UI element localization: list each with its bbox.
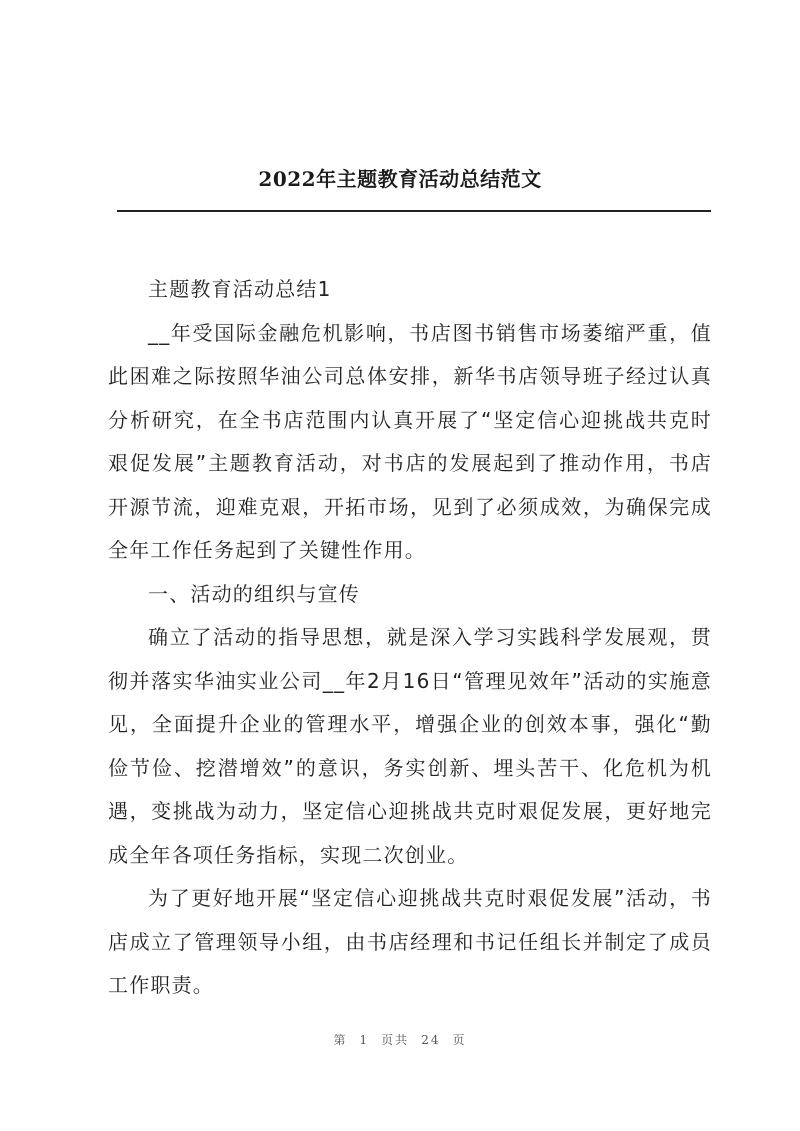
footer-middle: 页共 bbox=[381, 1033, 410, 1047]
footer-suffix: 页 bbox=[452, 1033, 467, 1047]
document-body bbox=[108, 268, 712, 1008]
body-paragraph: __年受国际金融危机影响，书店图书销售市场萎缩严重，值此困难之际按照华油公司总体安排，新华书店领导班子经过认真分析研究，在全书店范围内认真开展了“坚定信心迎挑战共克时艰促发展”主题教育活动，对书店的发展起到了推动作用，书店开源节流，迎难克艰，开拓市场，见到了必须成效，为确保完成全年工作任务起到了关键性作用。 bbox=[108, 320, 712, 562]
footer-page-number: 1 bbox=[359, 1033, 370, 1047]
body-paragraph: 确立了活动的指导思想，就是深入学习实践科学发展观，贯彻并落实华油实业公司__年2月16日“管理见效年”活动的实施意见，全面提升企业的管理水平，增强企业的创效本事，强化“勤俭节俭、挖潜增效”的意识，务实创新、埋头苦干、化危机为机遇，变挑战为动力，坚定信心迎挑战共克时艰促发展，更好地完成全年各项任务指标，实现二次创业。 bbox=[108, 625, 712, 867]
footer-total-pages: 24 bbox=[421, 1033, 441, 1047]
body-paragraph: 为了更好地开展“坚定信心迎挑战共克时艰促发展”活动，书店成立了管理领导小组，由书店经理和书记任组长并制定了成员工作职责。 bbox=[108, 886, 712, 997]
section-heading: 主题教育活动总结1 bbox=[148, 277, 332, 301]
document-title: 2022年主题教育活动总结范文 bbox=[258, 167, 542, 191]
section-heading: 一、活动的组织与宣传 bbox=[148, 581, 360, 606]
footer-prefix: 第 bbox=[333, 1033, 348, 1047]
page-footer bbox=[0, 1031, 800, 1048]
title-underline bbox=[117, 210, 711, 212]
